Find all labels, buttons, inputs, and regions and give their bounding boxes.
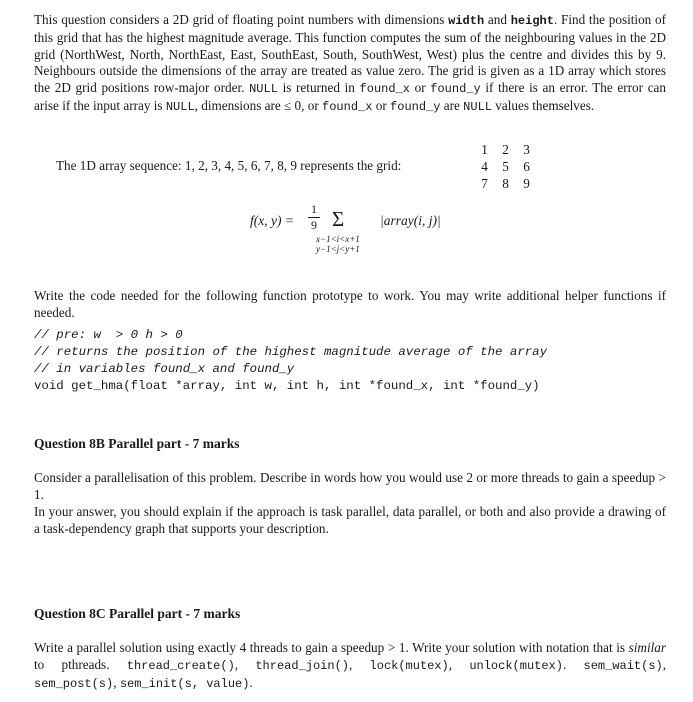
- intro-text: . Find the position of this grid that has the highest magnitude average. This function computes the sum of the neighbouring values in the 2D grid (NorthWest, North, NorthEast, East, SouthEast, South, SouthWest, West) plus the centre and divides this by 9. Neighbours outside the dimensions of the array are treated as value zero. The grid is given as a 1D array which stores the 2D grid positions row-major order.: [34, 12, 666, 96]
- grid-cell: 2: [502, 142, 509, 157]
- q8b-paragraph-1: Consider a parallelisation of this problem. Describe in words how you would use 2 or more threads to gain a speedup > 1.: [34, 470, 666, 502]
- formula-fraction: [308, 203, 320, 232]
- q8c-text: Write a parallel solution using exactly 4 threads to gain a speedup > 1. Write your solution with notation that is: [34, 640, 629, 655]
- task-paragraph: Write the code needed for the following function prototype to work. You may write additional helper functions if needed.: [34, 288, 666, 320]
- sequence-text: The 1D array sequence: 1, 2, 3, 4, 5, 6, 7, 8, 9 represents the grid:: [56, 158, 402, 173]
- code-sem-wait: sem_wait(s): [583, 658, 663, 673]
- q8c-separator: .: [249, 674, 253, 690]
- grid-cell: 1: [481, 142, 488, 157]
- sigma-symbol: Σ: [332, 207, 345, 231]
- intro-text: or: [409, 80, 431, 96]
- q8c-separator: ,: [662, 656, 667, 672]
- fraction-numerator: 1: [311, 202, 317, 216]
- q8c-separator: ,: [448, 656, 470, 672]
- code-block: [34, 327, 547, 395]
- grid-cell: 6: [523, 159, 530, 174]
- grid-cell: 7: [481, 176, 488, 191]
- q8b-heading: Question 8B Parallel part - 7 marks: [34, 436, 240, 451]
- intro-text: values themselves.: [491, 97, 595, 113]
- formula-body: |array(i, j)|: [380, 213, 441, 228]
- code-comment-pre: // pre: w > 0 h > 0: [34, 328, 183, 342]
- grid-row: [474, 175, 537, 192]
- code-unlock: unlock(mutex): [469, 658, 563, 673]
- intro-paragraph: [34, 12, 666, 116]
- function-prototype: void get_hma(float *array, int w, int h, int *found_x, int *found_y): [34, 379, 540, 393]
- grid-row: [474, 141, 537, 158]
- q8c-paragraph: [34, 640, 666, 692]
- grid-cell: 3: [523, 142, 530, 157]
- code-comment-returns: // returns the position of the highest magnitude average of the array: [34, 345, 548, 359]
- q8c-heading: Question 8C Parallel part - 7 marks: [34, 606, 241, 621]
- q8c-separator: ,: [234, 656, 256, 672]
- code-null: NULL: [165, 99, 195, 114]
- code-height: height: [510, 14, 554, 28]
- intro-text: , dimensions are ≤ 0, or: [194, 97, 323, 113]
- q8c-separator: ,: [348, 656, 370, 672]
- code-found-x: found_x: [322, 99, 373, 114]
- fraction-denominator: 9: [311, 218, 317, 232]
- intro-text: if there is an error. The error can arise if the input array is: [34, 80, 666, 113]
- code-found-x: found_x: [359, 82, 410, 97]
- code-sem-post: sem_post(s): [34, 676, 114, 691]
- code-null: NULL: [249, 82, 278, 97]
- grid-cell: 5: [502, 159, 509, 174]
- intro-text: are: [440, 97, 464, 113]
- code-lock: lock(mutex): [369, 658, 449, 673]
- sum-subscript-y: y−1<j<y+1: [316, 244, 360, 254]
- code-thread-join: thread_join(): [255, 658, 349, 673]
- code-null: NULL: [463, 99, 492, 114]
- grid-row: [474, 158, 537, 175]
- q8c-separator: ,: [113, 674, 120, 690]
- intro-text: is returned in: [277, 80, 360, 96]
- q8c-separator: .: [562, 656, 584, 672]
- code-width: width: [448, 14, 485, 28]
- code-found-y: found_y: [390, 99, 441, 114]
- intro-text: This question considers a 2D grid of floating point numbers with dimensions: [34, 12, 449, 27]
- code-comment-variables: // in variables found_x and found_y: [34, 362, 295, 376]
- sum-subscript-x: x−1<i<x+1: [316, 234, 360, 244]
- example-grid: [474, 141, 537, 192]
- code-sem-init: sem_init(s, value): [119, 676, 250, 691]
- code-found-y: found_y: [430, 82, 481, 97]
- intro-text: and: [484, 12, 511, 27]
- q8c-emphasis: similar: [628, 640, 666, 655]
- formula-lhs: f(x, y) =: [250, 213, 294, 228]
- grid-cell: 4: [481, 159, 488, 174]
- grid-cell: 8: [502, 176, 509, 191]
- grid-cell: 9: [523, 176, 530, 191]
- q8b-paragraph-2: In your answer, you should explain if the approach is task parallel, data parallel, or both and also provide a drawing of a task-dependency graph that supports your description.: [34, 504, 666, 536]
- intro-text: or: [372, 97, 391, 113]
- q8c-text: to pthreads.: [34, 656, 127, 672]
- code-thread-create: thread_create(): [126, 658, 235, 673]
